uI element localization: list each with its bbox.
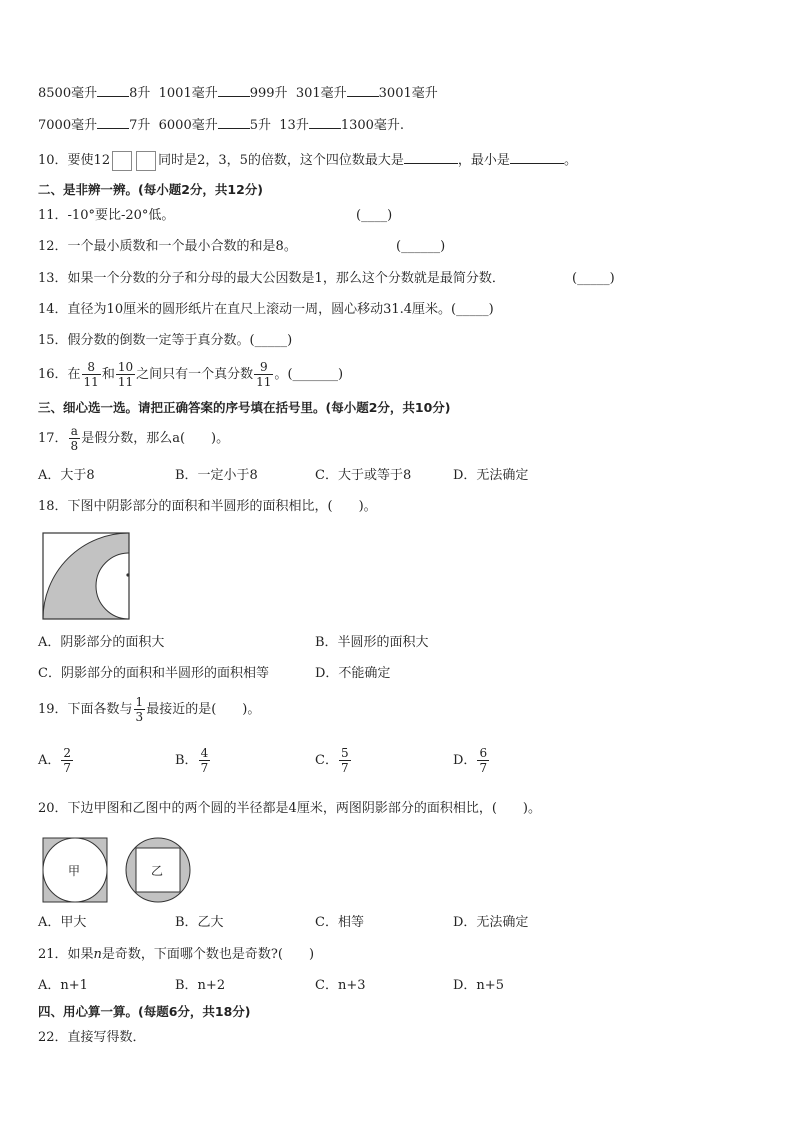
- option-d[interactable]: D．不能确定: [315, 666, 391, 681]
- option-b[interactable]: B．乙大: [175, 915, 224, 930]
- question-21: [38, 946, 314, 964]
- answer-blank[interactable]: [97, 82, 129, 97]
- unit-text: 6000毫升: [158, 118, 218, 133]
- question-text: 16．在: [38, 367, 81, 382]
- fraction: $\frac{9}{11}$: [256, 360, 272, 389]
- unit-text: 999升: [249, 86, 288, 101]
- question-text: 19．下面各数与: [38, 702, 133, 717]
- unit-text: 1001毫升: [158, 86, 218, 101]
- question-22: 22．直接写得数．: [38, 1030, 146, 1045]
- fraction: $\frac{a}{8}$: [70, 424, 79, 453]
- question-text: 18．下图中阴影部分的面积和半圆形的面积相比，( )。: [38, 499, 377, 514]
- option-b[interactable]: B．n+2: [175, 978, 226, 993]
- option-b[interactable]: B． $\frac{4}{7}$: [175, 746, 209, 775]
- question-14: [38, 301, 494, 319]
- answer-paren[interactable]: (_______): [287, 367, 344, 382]
- unit-text: 3001毫升: [378, 86, 438, 101]
- option-a[interactable]: A． $\frac{2}{7}$: [38, 746, 72, 775]
- answer-paren[interactable]: (______): [396, 239, 446, 254]
- question-text: 14．直径为10厘米的圆形纸片在直尺上滚动一周，圆心移动31.4厘米。: [38, 302, 452, 317]
- answer-paren[interactable]: (____): [356, 208, 393, 223]
- question-text: 21．如果: [38, 947, 94, 962]
- question-text: 。: [563, 153, 577, 168]
- figure-label-jia: 甲: [68, 864, 81, 878]
- option-b[interactable]: B．半圆形的面积大: [315, 635, 429, 650]
- question-text: 15．假分数的倒数一定等于真分数。: [38, 333, 250, 348]
- answer-blank[interactable]: [97, 114, 129, 129]
- option-c[interactable]: C． $\frac{5}{7}$: [315, 746, 349, 775]
- question-text: 最接近的是( )。: [146, 702, 261, 717]
- unit-text: 5升: [249, 118, 272, 133]
- option-c[interactable]: C．相等: [315, 915, 364, 930]
- question-text: 17．: [38, 431, 68, 446]
- shaded-semicircle-figure: [42, 532, 132, 620]
- question-16: [38, 358, 343, 392]
- unit-text: 301毫升: [295, 86, 347, 101]
- question-17: [38, 422, 229, 456]
- option-d[interactable]: D． $\frac{6}{7}$: [453, 746, 488, 775]
- answer-blank[interactable]: [309, 114, 341, 129]
- question-text: 10．要使12: [38, 153, 111, 168]
- question-text: 之间只有一个真分数: [136, 367, 254, 382]
- option-c[interactable]: C．n+3: [315, 978, 366, 993]
- answer-paren[interactable]: (_____): [451, 302, 494, 317]
- answer-blank[interactable]: [218, 82, 250, 97]
- question-text: ，最小是: [457, 153, 510, 168]
- unit-compare-row-2: [38, 114, 404, 135]
- option-d[interactable]: D．n+5: [453, 978, 504, 993]
- answer-blank[interactable]: [347, 82, 379, 97]
- question-12: [38, 238, 297, 256]
- unit-text: 7升: [129, 118, 151, 133]
- question-10: [38, 149, 577, 171]
- fraction: $\frac{8}{11}$: [83, 360, 99, 389]
- question-text: 同时是2，3，5的倍数，这个四位数最大是: [158, 153, 404, 168]
- answer-blank[interactable]: [218, 114, 250, 129]
- digit-box[interactable]: [112, 151, 132, 171]
- option-d[interactable]: D．无法确定: [453, 915, 529, 930]
- question-11: [38, 207, 174, 225]
- option-b[interactable]: B．一定小于8: [175, 468, 258, 483]
- unit-text: 1300毫升.: [340, 118, 405, 133]
- section-2-heading: 二、是非辨一辨。(每小题2分，共12分): [38, 182, 264, 197]
- answer-paren[interactable]: (_____): [572, 271, 615, 286]
- question-20: [38, 800, 541, 818]
- question-text: 11．-10°要比-20°低。: [38, 208, 175, 223]
- option-a[interactable]: A．甲大: [38, 915, 87, 930]
- option-a[interactable]: A．大于8: [38, 468, 95, 483]
- question-text: 和: [101, 367, 115, 382]
- fraction: $\frac{10}{11}$: [117, 360, 134, 389]
- option-c[interactable]: C．大于或等于8: [315, 468, 412, 483]
- question-text: 12．一个最小质数和一个最小合数的和是8。: [38, 239, 297, 254]
- figure-label-yi: 乙: [151, 864, 164, 878]
- unit-text: 8500毫升: [38, 86, 98, 101]
- option-c[interactable]: C．阴影部分的面积和半圆形的面积相等: [38, 666, 269, 681]
- unit-text: 8升: [129, 86, 151, 101]
- answer-blank[interactable]: [404, 149, 458, 164]
- unit-text: 13升: [279, 118, 309, 133]
- question-text: 是假分数，那么a( )。: [81, 431, 230, 446]
- question-text: 13．如果一个分数的分子和分母的最大公因数是1，那么这个分数就是最简分数．: [38, 271, 505, 286]
- question-text: 。: [274, 367, 288, 382]
- option-d[interactable]: D．无法确定: [453, 468, 529, 483]
- question-text: 是奇数，下面哪个数也是奇数?( ): [101, 947, 315, 962]
- unit-compare-row-1: [38, 82, 438, 103]
- section-4-heading: 四、用心算一算。(每题6分，共18分): [38, 1004, 251, 1019]
- answer-paren[interactable]: (_____): [249, 333, 293, 348]
- digit-box[interactable]: [136, 151, 156, 171]
- question-19: [38, 693, 260, 727]
- option-a[interactable]: A．阴影部分的面积大: [38, 635, 165, 650]
- section-3-heading: 三、细心选一选。请把正确答案的序号填在括号里。(每小题2分，共10分): [38, 400, 451, 415]
- answer-blank[interactable]: [510, 149, 564, 164]
- question-text: 20．下边甲图和乙图中的两个圆的半径都是4厘米，两图阴影部分的面积相比，( )。: [38, 801, 541, 816]
- unit-text: 7000毫升: [38, 118, 98, 133]
- question-15: [38, 332, 292, 350]
- variable-n: n: [93, 947, 102, 962]
- fraction: $\frac{1}{3}$: [135, 695, 144, 724]
- question-18: [38, 498, 377, 516]
- option-a[interactable]: A．n+1: [38, 978, 88, 993]
- question-13: [38, 270, 505, 288]
